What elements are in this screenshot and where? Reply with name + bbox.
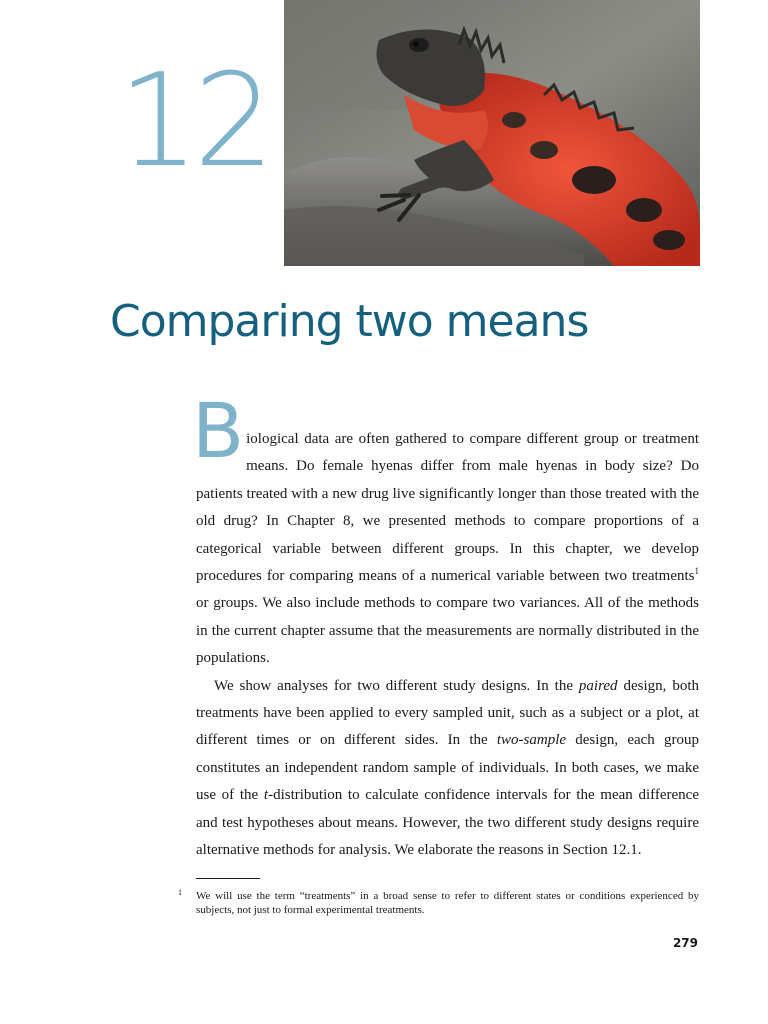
footnote-rule <box>196 878 260 879</box>
drop-cap: B <box>192 386 245 475</box>
p1-text-b: or groups. We also include methods to compare two variances. All of the methods in the current chapter assume that the measurements are normally distributed in the populations. <box>196 595 699 667</box>
footnote-ref: 1 <box>694 566 699 577</box>
footnote-text: We will use the term “treatments” in a broad sense to refer to different states or conditions experienced by subjects, not just to formal experimental treatments. <box>196 890 699 916</box>
p1-text-a: iological data are often gathered to compare different group or treatment means. Do female hyenas differ from male hyenas in body size? Do patients treated with a new drug live significantly longer than those treated with the old drug? In Chapter 8, we presented methods to compare proportions of a categorical variable between different groups. In this chapter, we develop procedures for comparing means of a numerical variable between two treatments <box>196 431 699 585</box>
marine-iguana-photo <box>284 0 700 266</box>
paragraph-1 <box>192 386 699 673</box>
term-two-sample: two-sample <box>496 732 567 749</box>
paragraph-2 <box>196 673 699 865</box>
chapter-title: Comparing two means <box>110 296 589 347</box>
chapter-intro <box>192 386 699 865</box>
drop-cap-spacer <box>196 398 699 426</box>
p2-text-a: We show analyses for two different study designs. In the <box>214 677 579 694</box>
term-paired: paired <box>578 677 618 694</box>
page-number: 279 <box>672 936 698 950</box>
chapter-number: 12 <box>118 47 269 196</box>
p2-text-b: design, both treatments have been applied to every sampled unit, such as a subject or a plot, at different times or on different sides. In the <box>196 677 699 749</box>
p2-text-d: -distribution to calculate confidence intervals for the mean difference and test hypotheses about means. However, the two different study designs require alternative methods for analysis. We elaborate the reasons in Section 12.1. <box>196 787 699 859</box>
footnote-mark: 1 <box>178 888 182 897</box>
term-t: t <box>263 787 269 804</box>
p2-text-c: design, each group constitutes an independent random sample of individuals. In both cases, we make use of the <box>196 732 699 804</box>
